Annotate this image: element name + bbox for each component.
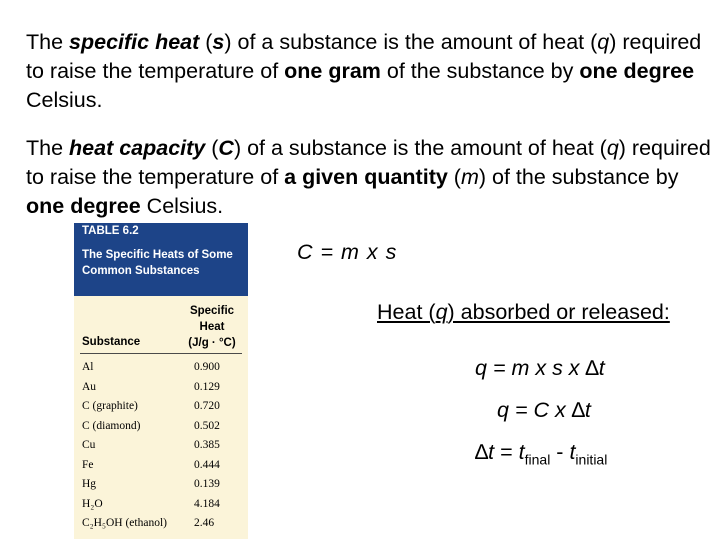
heat-capacity-definition: The heat capacity (C) of a substance is the amount of heat (q) required to raise the temperature of a given quantity (m) of the substance by one degree Celsius. (26, 136, 711, 218)
specific-heats-table (74, 223, 248, 539)
table-title: The Specific Heats of Some Common Substances (82, 249, 233, 277)
table-divider (80, 353, 242, 354)
substance-cell: H₂O (82, 497, 103, 510)
table-row (74, 457, 248, 477)
delta-t-formula: $\Delta t = t_{final} - t_{initial}$ (475, 440, 608, 468)
specific-heat-cell: 0.129 (194, 380, 220, 393)
specific-heat-cell: 4.184 (194, 497, 220, 510)
heat-absorbed-heading: Heat (q) absorbed or released: (377, 300, 670, 324)
heat-formula-capacity: q = C x ∆t (497, 398, 591, 422)
specific-heat-cell: 0.385 (194, 439, 220, 451)
specific-heat-cell: 0.900 (194, 361, 220, 373)
table-header-band (74, 223, 248, 296)
table-row (74, 359, 248, 379)
table-row (74, 418, 248, 438)
specific-heat-cell: 0.139 (194, 478, 220, 490)
specific-heat-definition: The specific heat (s) of a substance is the amount of heat (q) required to raise the temperature of one gram of the substance by one degree Celsius. (26, 30, 702, 112)
substance-cell: Au (82, 380, 97, 393)
specific-heat-cell: 0.444 (194, 458, 220, 471)
substance-cell: C (graphite) (82, 400, 138, 412)
column-header-substance: Substance (82, 336, 141, 348)
table-row (74, 496, 248, 516)
heat-formula-mass: q = m x s x ∆t (475, 356, 605, 380)
substance-cell: Hg (82, 478, 97, 490)
substance-cell: Al (82, 361, 94, 373)
table-row (74, 476, 248, 496)
column-header-specific-heat: Specific Heat (J/g · °C) (188, 305, 236, 349)
table-body (74, 359, 248, 535)
table-row (74, 515, 248, 535)
table-label: TABLE 6.2 (82, 225, 139, 237)
substance-cell: Fe (82, 458, 94, 471)
table-row (74, 398, 248, 418)
heat-capacity-formula: C = m x s (297, 240, 398, 264)
substance-cell: C (diamond) (82, 419, 141, 432)
table-row (74, 437, 248, 457)
specific-heat-cell: 0.720 (194, 400, 220, 412)
substance-cell: Cu (82, 439, 96, 451)
specific-heat-cell: 2.46 (194, 517, 215, 529)
specific-heat-cell: 0.502 (194, 419, 220, 432)
table-row (74, 379, 248, 399)
substance-cell: C₂H₅OH (ethanol) (82, 517, 167, 529)
